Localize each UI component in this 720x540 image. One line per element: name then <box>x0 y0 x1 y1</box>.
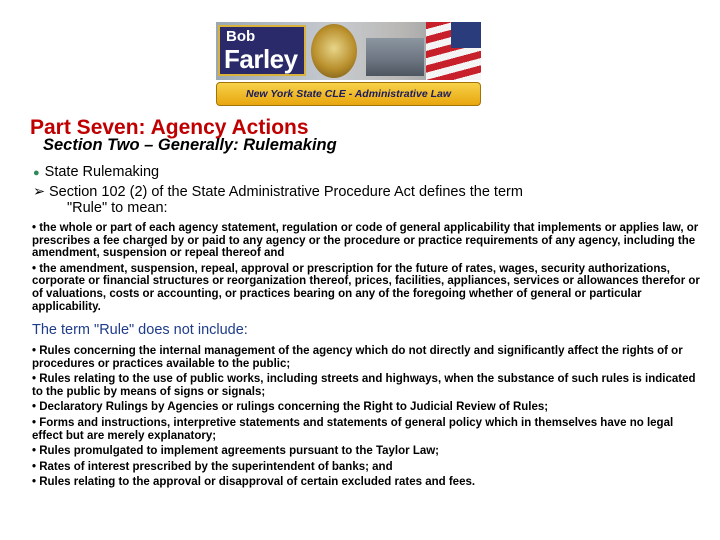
rule-definition-item: • the amendment, suspension, repeal, approval or prescription for the future of rates, wages, security authorizations, corporate or financial structures or reorganization thereof, prices, facilities, appliances, services or allowances therefor or of valuations, costs or accounting, or practices bearing on any of the foregoing whether of general or particular applicability. <box>32 262 700 313</box>
name-logo <box>218 25 306 76</box>
exclusion-item: • Rules concerning the internal management of the agency which do not directly and significantly affect the rights of or procedures or practices available to the public; <box>32 345 683 370</box>
flag-canton <box>451 22 481 48</box>
bullet-dot-icon: ● <box>33 167 40 179</box>
banner-subtitle: New York State CLE - Administrative Law <box>246 88 451 100</box>
rule-definition-item: • the whole or part of each agency statement, regulation or code of general applicability that implements or applies law, or prescribes a fee charged by or paid to any agency or the procedure or practice requirements of any agency, including the amendment, suspension or repeal thereof and <box>32 222 699 260</box>
slide-subtitle: Section Two – Generally: Rulemaking <box>43 136 337 154</box>
bullet-text: State Rulemaking <box>44 164 160 180</box>
exclusion-item: • Forms and instructions, interpretive statements and statements of general policy which in themselves have no legal effect but are merely explanatory; <box>32 416 674 442</box>
banner-logo-image <box>216 22 481 80</box>
arrow-line-1: Section 102 (2) of the State Administrative Procedure Act defines the term <box>49 184 523 200</box>
banner-last-name: Farley <box>224 44 298 74</box>
capitol-building-image <box>366 38 424 76</box>
cle-subtitle-bar <box>216 82 481 106</box>
exclusion-item: • Rules relating to the use of public works, including streets and highways, when the substance of such rules is indicated to the public by means of signs or signals; <box>32 373 696 398</box>
banner-first-name: Bob <box>226 28 256 45</box>
exclusion-item: • Rules promulgated to implement agreements pursuant to the Taylor Law; <box>32 445 440 458</box>
not-include-heading: The term "Rule" does not include: <box>32 322 248 338</box>
arrow-bullet-icon: ➢ <box>33 184 46 200</box>
header-banner <box>216 22 481 109</box>
exclusion-item: • Declaratory Rulings by Agencies or rulings concerning the Right to Judicial Review of Rules; <box>32 401 549 414</box>
arrow-bullet-section-102 <box>33 184 693 216</box>
arrow-line-2: "Rule" to mean: <box>67 200 168 216</box>
exclusion-item: • Rates of interest prescribed by the superintendent of banks; and <box>32 460 393 473</box>
exclusions-list <box>32 345 702 492</box>
state-seal-icon <box>311 24 357 78</box>
bullet-state-rulemaking <box>33 164 159 180</box>
exclusion-item: • Rules relating to the approval or disapproval of certain excluded rates and fees. <box>32 476 476 489</box>
slide-title: Part Seven: Agency Actions <box>30 116 309 139</box>
rule-definitions-list <box>32 222 702 316</box>
